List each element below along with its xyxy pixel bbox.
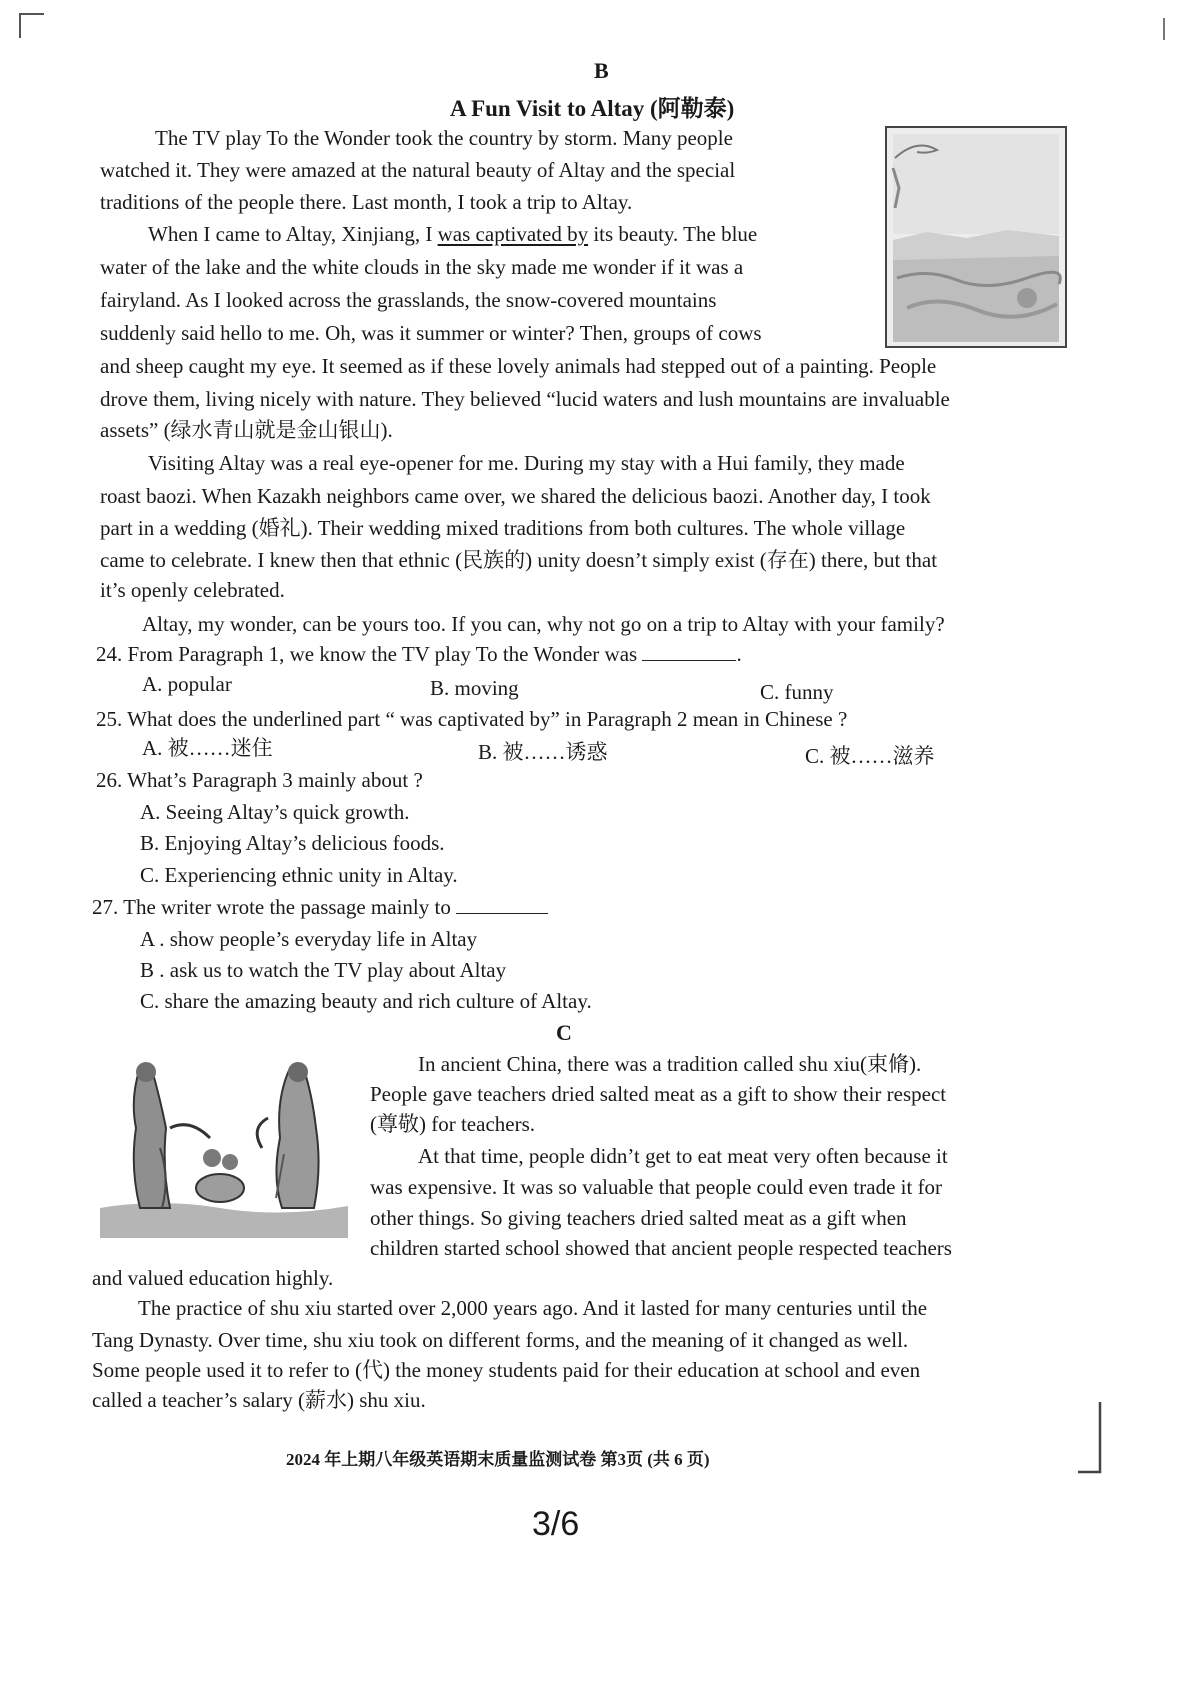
underlined-phrase: was captivated by (437, 222, 589, 246)
option-24b[interactable]: B. moving (430, 676, 519, 700)
question-25-stem: 25. What does the underlined part “ was captivated by” in Paragraph 2 mean in Chinese ? (96, 707, 848, 731)
passage-b-p1-line: The TV play To the Wonder took the country by storm. Many people (155, 126, 733, 150)
page-number: 3/6 (532, 1505, 580, 1543)
passage-b-p2-line: fairyland. As I looked across the grasslands, the snow-covered mountains (100, 288, 717, 312)
ancient-teacher-students-icon (100, 1058, 348, 1238)
option-24c[interactable]: C. funny (760, 680, 834, 704)
question-24: 24. From Paragraph 1, we know the TV play To the Wonder was . (96, 642, 742, 666)
option-26a[interactable]: A. Seeing Altay’s quick growth. (140, 800, 410, 824)
passage-c-p2-line: At that time, people didn’t get to eat meat very often because it (418, 1144, 948, 1168)
passage-b-p3-line: came to celebrate. I knew then that ethnic (民族的) unity doesn’t simply exist (存在) there, but that (100, 548, 938, 572)
answer-blank[interactable] (456, 895, 548, 914)
scan-corner-mark (18, 10, 48, 40)
option-25a[interactable]: A. 被……迷住 (142, 736, 273, 760)
option-26b[interactable]: B. Enjoying Altay’s delicious foods. (140, 831, 445, 855)
passage-b-p4-line: Altay, my wonder, can be yours too. If you can, why not go on a trip to Altay with your family? (142, 612, 945, 636)
passage-c-p2-line: was expensive. It was so valuable that people could even trade it for (370, 1175, 943, 1199)
passage-b-p1-line: watched it. They were amazed at the natural beauty of Altay and the special (100, 158, 736, 182)
p2-text: its beauty. The blue (588, 222, 758, 246)
p2-text: When I came to Altay, Xinjiang, I (148, 222, 438, 246)
option-27a[interactable]: A . show people’s everyday life in Altay (140, 927, 478, 951)
shuxiu-illustration (100, 1058, 348, 1238)
passage-b-p2-line: and sheep caught my eye. It seemed as if these lovely animals had stepped out of a painting. People (100, 354, 937, 378)
option-25c[interactable]: C. 被……滋养 (805, 744, 935, 768)
passage-c-p3-line: Some people used it to refer to (代) the money students paid for their education at school and even (92, 1358, 921, 1382)
option-26c[interactable]: C. Experiencing ethnic unity in Altay. (140, 863, 458, 887)
passage-c-p2-line: and valued education highly. (92, 1266, 334, 1290)
passage-b-title: A Fun Visit to Altay (阿勒泰) (450, 96, 735, 121)
passage-b-p2-line: water of the lake and the white clouds in the sky made me wonder if it was a (100, 255, 744, 279)
passage-c-p2-line: children started school showed that ancient people respected teachers (370, 1236, 952, 1260)
passage-c-p1-line: In ancient China, there was a tradition called shu xiu(束脩). (418, 1052, 922, 1076)
question-stem: 27. The writer wrote the passage mainly to (92, 895, 451, 919)
passage-c-p3-line: The practice of shu xiu started over 2,000 years ago. And it lasted for many centuries until the (138, 1296, 928, 1320)
passage-b-p3-line: Visiting Altay was a real eye-opener for me. During my stay with a Hui family, they made (148, 451, 905, 475)
passage-c-p2-line: other things. So giving teachers dried salted meat as a gift when (370, 1206, 907, 1230)
question-27 (92, 893, 548, 921)
answer-blank[interactable] (642, 642, 736, 661)
question-stem: 24. From Paragraph 1, we know the TV play To the Wonder was (96, 642, 638, 666)
question-26-stem: 26. What’s Paragraph 3 mainly about ? (96, 768, 423, 792)
scan-corner-mark (1160, 14, 1180, 44)
passage-c-p3-line: called a teacher’s salary (薪水) shu xiu. (92, 1388, 426, 1412)
altay-landscape-icon (887, 128, 1065, 346)
passage-b-p3-line: part in a wedding (婚礼). Their wedding mixed traditions from both cultures. The whole village (100, 516, 906, 540)
option-27b[interactable]: B . ask us to watch the TV play about Altay (140, 958, 507, 982)
passage-b-p1-line: traditions of the people there. Last month, I took a trip to Altay. (100, 190, 633, 214)
passage-b-p3-line: roast baozi. When Kazakh neighbors came over, we shared the delicious baozi. Another day, I took (100, 484, 931, 508)
passage-b-p3-line: it’s openly celebrated. (100, 578, 285, 602)
option-24a[interactable]: A. popular (142, 672, 232, 696)
passage-c-p1-line: People gave teachers dried salted meat as a gift to show their respect (370, 1082, 947, 1106)
section-c-label: C (556, 1020, 572, 1045)
exam-footer-info: 2024 年上期八年级英语期末质量监测试卷 第3页 (共 6 页) (286, 1450, 710, 1469)
section-b-label: B (594, 58, 609, 83)
passage-b-p2-line (148, 220, 757, 248)
option-25b[interactable]: B. 被……诱惑 (478, 740, 608, 764)
passage-c-p1-line: (尊敬) for teachers. (370, 1112, 536, 1136)
passage-b-p2-line: drove them, living nicely with nature. They believed “lucid waters and lush mountains are invaluable (100, 387, 950, 411)
passage-b-p2-line: suddenly said hello to me. Oh, was it summer or winter? Then, groups of cows (100, 321, 762, 345)
passage-c-p3-line: Tang Dynasty. Over time, shu xiu took on different forms, and the meaning of it changed as well. (92, 1328, 909, 1352)
scan-edge-mark (1070, 1400, 1110, 1480)
passage-b-p2-line: assets” (绿水青山就是金山银山). (100, 418, 393, 442)
altay-photo (885, 126, 1067, 348)
option-27c[interactable]: C. share the amazing beauty and rich culture of Altay. (140, 989, 592, 1013)
